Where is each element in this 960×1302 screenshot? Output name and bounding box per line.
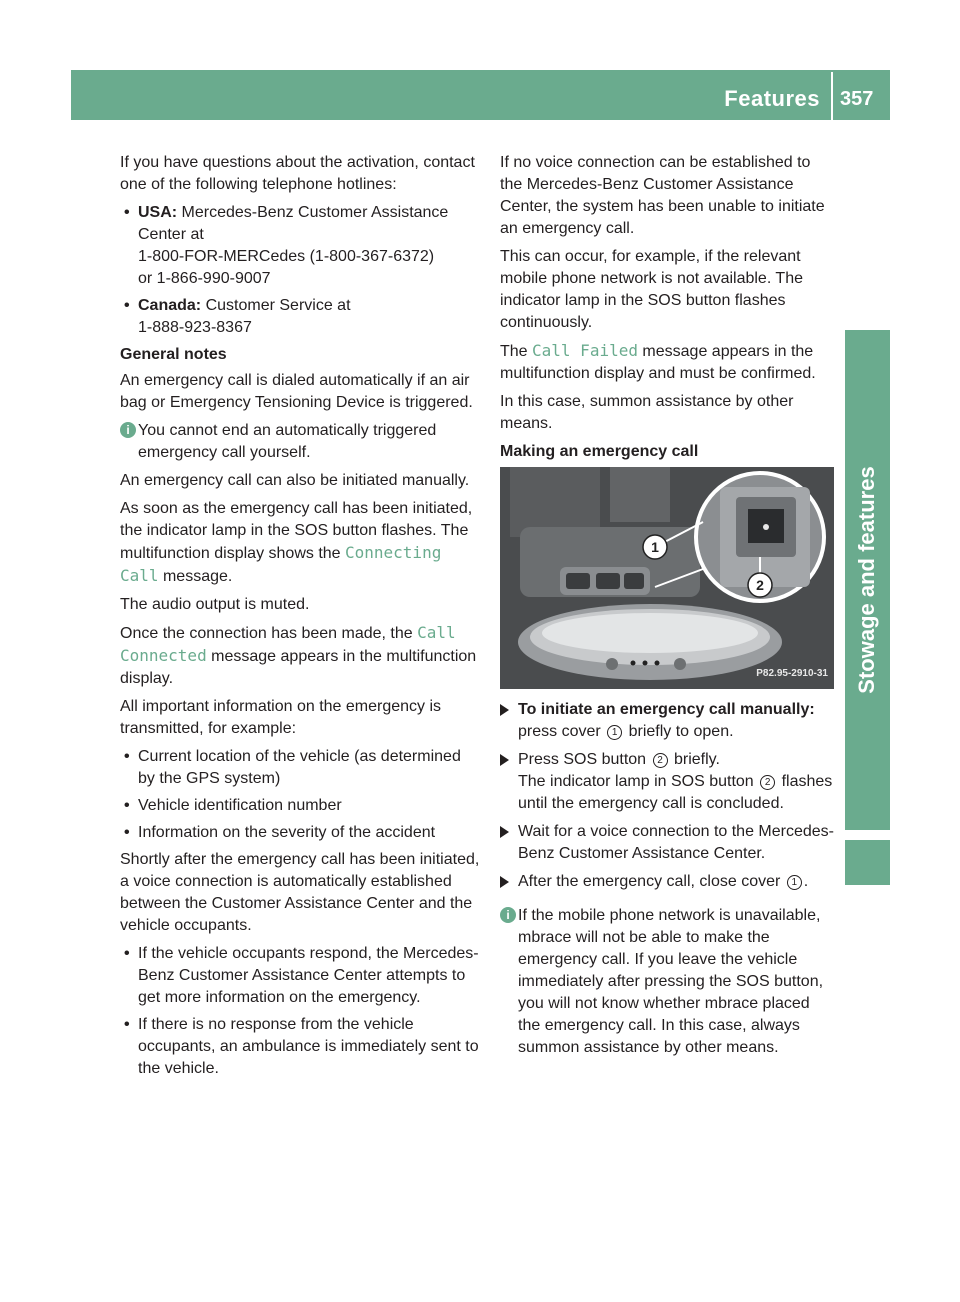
hotline-number-alt: or 1-866-990-9007 — [138, 270, 271, 287]
manual-paragraph: An emergency call can also be initiated manually. — [120, 472, 470, 489]
step-text: Press SOS button — [518, 751, 651, 768]
info-icon: i — [120, 422, 136, 438]
callout-number: 2 — [653, 753, 668, 768]
callout-number: 1 — [787, 875, 802, 890]
step-text: After the emergency call, close cover — [518, 873, 785, 890]
intro-paragraph: If you have questions about the activation, contact one of the following telephone hotlines: — [120, 154, 475, 193]
figure-code: P82.95-2910-31 — [756, 668, 828, 679]
connected-paragraph — [120, 622, 482, 690]
step-close-cover — [500, 871, 835, 893]
step-arrow-icon — [500, 876, 509, 888]
step-press-sos — [500, 749, 835, 815]
paragraph-text: Once the connection has been made, the — [120, 625, 418, 642]
step-bold: To initiate an emergency call manually: — [518, 701, 815, 718]
no-voice-paragraph: If no voice connection can be established to the Mercedes-Benz Customer Assistance Center, the system has been unable to initiate an emergency call. — [500, 154, 825, 237]
step-text: The indicator lamp in SOS button — [518, 773, 759, 790]
step-open-cover — [500, 699, 835, 743]
shortly-paragraph: Shortly after the emergency call has been initiated, a voice connection is automatically established between the Customer Assistance Center and the vehicle occupants. — [120, 851, 480, 934]
info-icon: i — [500, 907, 516, 923]
hotline-text: Customer Service at — [201, 297, 351, 314]
step-arrow-icon — [500, 704, 509, 716]
muted-paragraph: The audio output is muted. — [120, 596, 310, 613]
callout-number: 2 — [760, 775, 775, 790]
call-failed-message: Call Failed — [532, 341, 638, 360]
info-text: If the mobile phone network is unavailable, mbrace will not be able to make the emergency call. If you leave the vehicle immediately after pressing the SOS button, you will not know whether mbrace placed the emergency call. In this case, always summon assistance by other means. — [518, 907, 824, 1056]
list-item: • If there is no response from the vehicle occupants, an ambulance is immediately sent to the vehicle. — [120, 1014, 482, 1080]
transmitted-paragraph: All important information on the emergency is transmitted, for example: — [120, 698, 442, 737]
general-paragraph: An emergency call is dialed automatically if an air bag or Emergency Tensioning Device is triggered. — [120, 372, 473, 411]
occur-paragraph: This can occur, for example, if the relevant mobile phone network is not available. The indicator lamp in the SOS button flashes continuously. — [500, 248, 803, 331]
mirror-sos-illustration — [500, 467, 834, 689]
step-text: press cover — [518, 723, 606, 740]
hotline-text: Mercedes-Benz Customer Assistance Center at — [138, 204, 449, 243]
mirror-sos-figure — [500, 467, 834, 689]
left-column — [120, 152, 482, 1085]
paragraph-text: message. — [158, 568, 233, 585]
step-text: . — [803, 873, 809, 890]
info-note — [500, 905, 835, 1059]
list-item: • If the vehicle occupants respond, the Mercedes-Benz Customer Assistance Center attempts to get more information on the emergency. — [120, 943, 482, 1009]
step-wait — [500, 821, 835, 865]
hotline-label: USA: — [138, 204, 178, 221]
paragraph-text: message appears in the multifunction display and must be confirmed. — [500, 343, 816, 382]
hotline-number: 1-800-FOR-MERCedes (1-800-367-6372) — [138, 248, 435, 265]
list-item: • Current location of the vehicle (as determined by the GPS system) — [120, 746, 482, 790]
summon-paragraph: In this case, summon assistance by other means. — [500, 393, 794, 432]
callout-number: 1 — [607, 725, 622, 740]
failed-paragraph — [500, 340, 835, 385]
step-arrow-icon — [500, 754, 509, 766]
step-text: briefly to open. — [624, 723, 734, 740]
list-item: • Information on the severity of the accident — [120, 822, 482, 844]
step-arrow-icon — [500, 826, 509, 838]
side-tab-marker — [845, 840, 890, 885]
indicator-paragraph — [120, 498, 482, 588]
callout-1: 1 — [651, 539, 659, 555]
paragraph-text: message appears in the multifunction display. — [120, 648, 477, 687]
general-notes-heading: General notes — [120, 346, 227, 363]
info-text: You cannot end an automatically triggered emergency call yourself. — [138, 422, 437, 461]
step-text: Wait for a voice connection to the Mercedes-Benz Customer Assistance Center. — [518, 823, 834, 862]
page-section-title: Features — [724, 86, 820, 111]
hotline-number: 1-888-923-8367 — [138, 319, 252, 336]
step-text: flashes until the emergency call is concluded. — [518, 773, 833, 812]
making-call-heading: Making an emergency call — [500, 443, 699, 460]
hotline-label: Canada: — [138, 297, 202, 314]
right-column — [500, 152, 835, 1065]
paragraph-text: The — [500, 343, 533, 360]
hotline-canada — [120, 295, 482, 339]
callout-2: 2 — [756, 577, 764, 593]
info-note — [120, 420, 482, 464]
call-connected-message: Call Connected — [120, 623, 456, 665]
list-item: • Vehicle identification number — [120, 795, 482, 817]
paragraph-text: As soon as the emergency call has been initiated, the indicator lamp in the SOS button flashes. The multifunction display shows the — [120, 500, 473, 562]
step-text: briefly. — [669, 751, 720, 768]
side-tab-title: Stowage and features — [854, 466, 879, 694]
connecting-call-message: Connecting Call — [120, 543, 442, 585]
header-divider — [831, 72, 833, 120]
page-number: 357 — [840, 88, 874, 110]
hotline-usa — [120, 202, 482, 290]
